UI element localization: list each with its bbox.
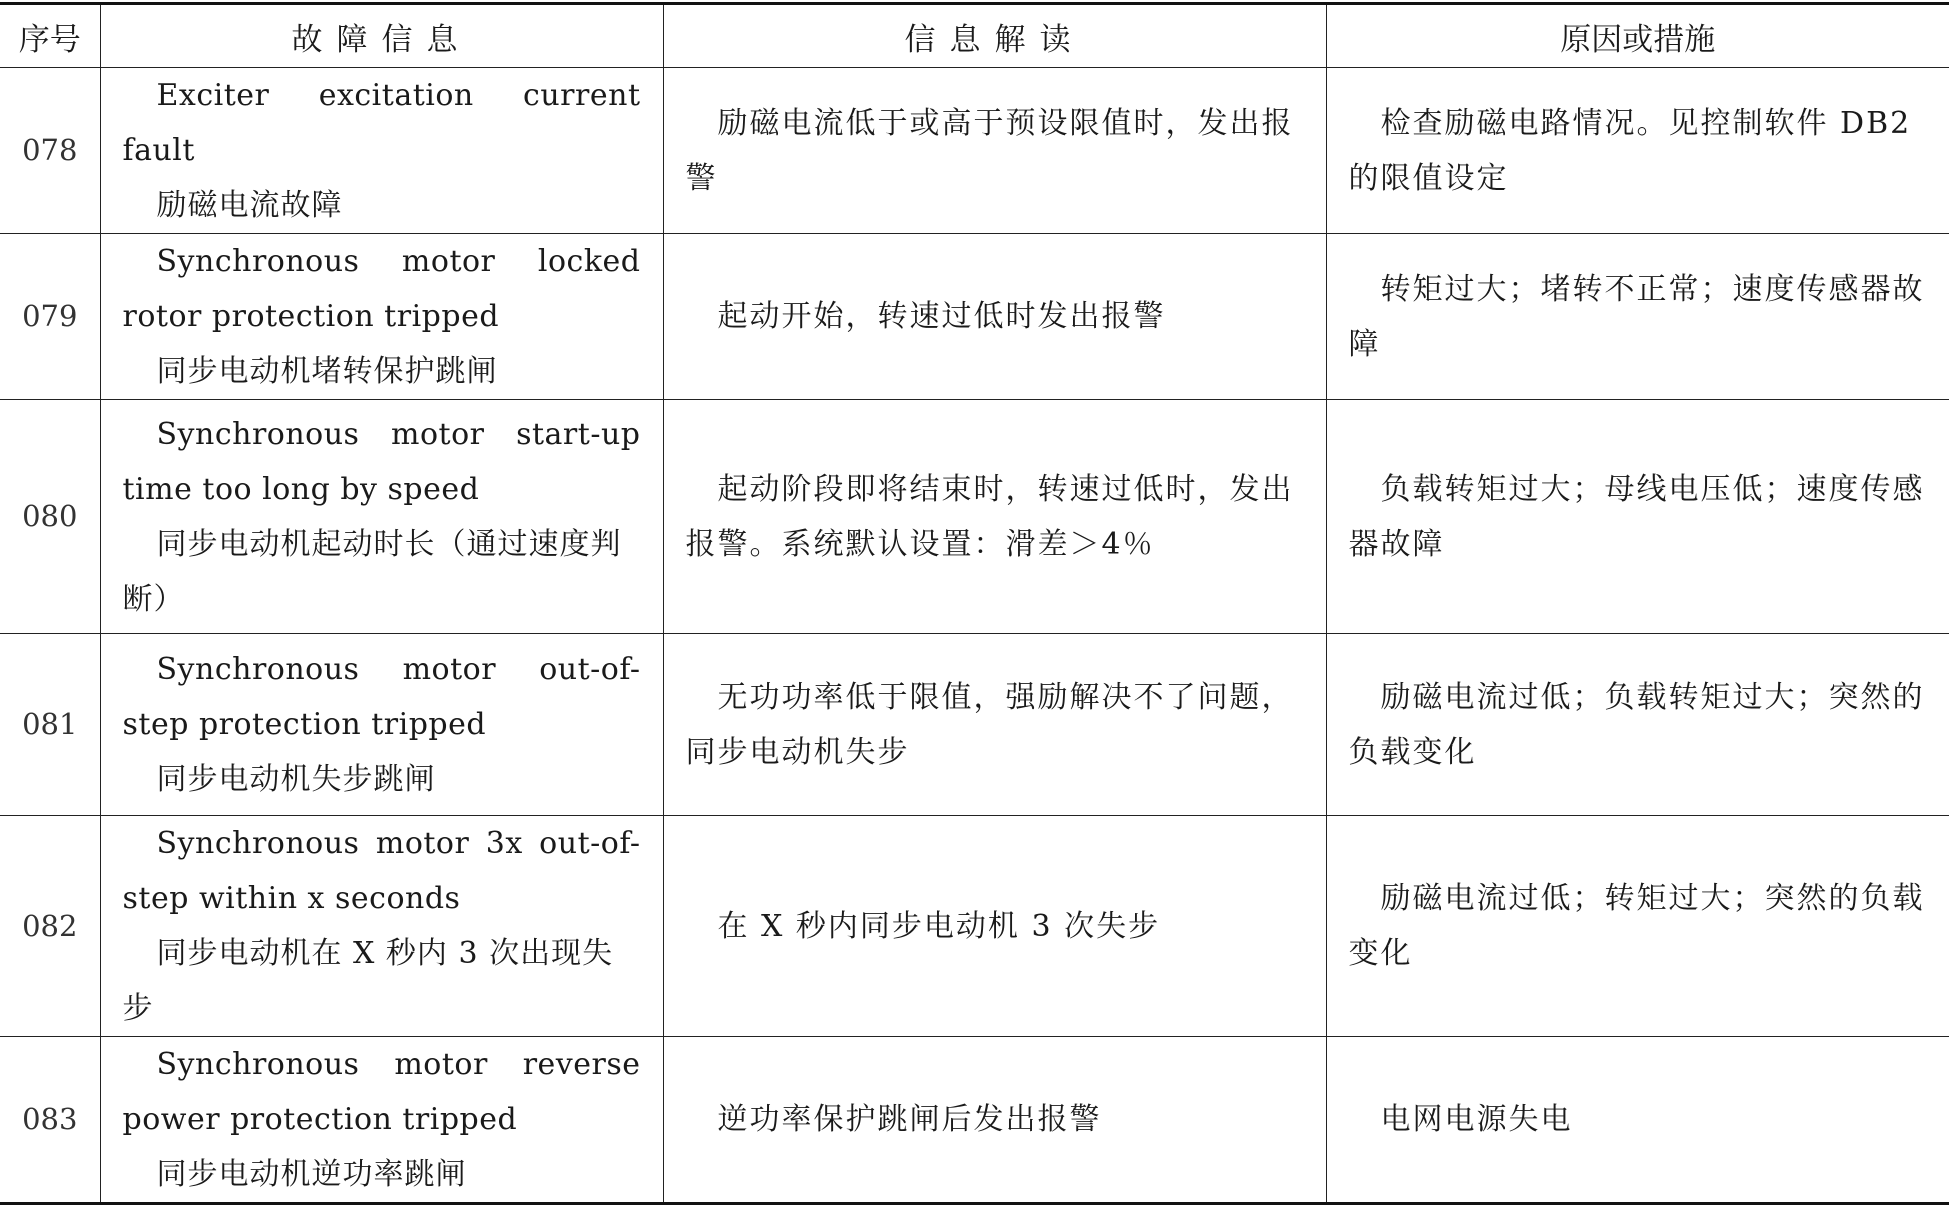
fault-info-zh: 同步电动机逆功率跳闸 bbox=[156, 1157, 467, 1192]
cause-action-cell: 检查励磁电路情况。见控制软件 DB2 的限值设定 bbox=[1326, 68, 1949, 234]
header-fault-info: 故障信息 bbox=[100, 4, 663, 68]
interpretation-cell: 起动开始，转速过低时发出报警 bbox=[663, 234, 1326, 400]
header-row bbox=[0, 4, 1949, 68]
fault-table bbox=[0, 2, 1949, 1205]
fault-info-en: Synchronous motor reverse power protection tripped bbox=[122, 1047, 641, 1137]
fault-info-en: Synchronous motor out-of-step protection tripped bbox=[122, 652, 641, 742]
fault-info-cell bbox=[100, 816, 663, 1037]
cause-action-cell: 电网电源失电 bbox=[1326, 1037, 1949, 1204]
header-no: 序号 bbox=[0, 4, 100, 68]
cause-action-cell: 负载转矩过大；母线电压低；速度传感器故障 bbox=[1326, 400, 1949, 634]
fault-info-en: Synchronous motor 3x out-of-step within x seconds bbox=[122, 826, 641, 916]
fault-info-en: Exciter excitation current fault bbox=[122, 78, 641, 168]
fault-info-cell bbox=[100, 68, 663, 234]
interpretation-cell: 无功功率低于限值，强励解决不了问题，同步电动机失步 bbox=[663, 634, 1326, 816]
cause-action-cell: 转矩过大；堵转不正常；速度传感器故障 bbox=[1326, 234, 1949, 400]
row-number: 079 bbox=[0, 234, 100, 400]
table-row bbox=[0, 400, 1949, 634]
header-cause-action: 原因或措施 bbox=[1326, 4, 1949, 68]
header-interpretation: 信息解读 bbox=[663, 4, 1326, 68]
table-row bbox=[0, 234, 1949, 400]
table-row bbox=[0, 816, 1949, 1037]
fault-info-zh: 同步电动机起动时长（通过速度判断） bbox=[122, 526, 622, 617]
fault-info-en: Synchronous motor start-up time too long by speed bbox=[122, 416, 641, 507]
row-number: 080 bbox=[0, 400, 100, 634]
fault-info-cell bbox=[100, 634, 663, 816]
row-number: 081 bbox=[0, 634, 100, 816]
row-number: 083 bbox=[0, 1037, 100, 1204]
fault-info-cell bbox=[100, 400, 663, 634]
table-row bbox=[0, 68, 1949, 234]
fault-info-zh: 同步电动机失步跳闸 bbox=[156, 762, 436, 797]
row-number: 078 bbox=[0, 68, 100, 234]
cause-action-cell: 励磁电流过低；负载转矩过大；突然的负载变化 bbox=[1326, 634, 1949, 816]
fault-info-en: Synchronous motor locked rotor protection tripped bbox=[122, 244, 641, 334]
interpretation-cell: 起动阶段即将结束时，转速过低时，发出报警。系统默认设置：滑差＞4％ bbox=[663, 400, 1326, 634]
fault-info-cell bbox=[100, 1037, 663, 1204]
fault-info-zh: 同步电动机在 X 秒内 3 次出现失步 bbox=[122, 936, 614, 1026]
row-number: 082 bbox=[0, 816, 100, 1037]
interpretation-cell: 逆功率保护跳闸后发出报警 bbox=[663, 1037, 1326, 1204]
fault-info-zh: 励磁电流故障 bbox=[156, 188, 343, 223]
interpretation-cell: 励磁电流低于或高于预设限值时，发出报警 bbox=[663, 68, 1326, 234]
table-row bbox=[0, 634, 1949, 816]
interpretation-cell: 在 X 秒内同步电动机 3 次失步 bbox=[663, 816, 1326, 1037]
cause-action-cell: 励磁电流过低；转矩过大；突然的负载变化 bbox=[1326, 816, 1949, 1037]
table-row bbox=[0, 1037, 1949, 1204]
fault-info-cell bbox=[100, 234, 663, 400]
fault-info-zh: 同步电动机堵转保护跳闸 bbox=[156, 354, 498, 389]
